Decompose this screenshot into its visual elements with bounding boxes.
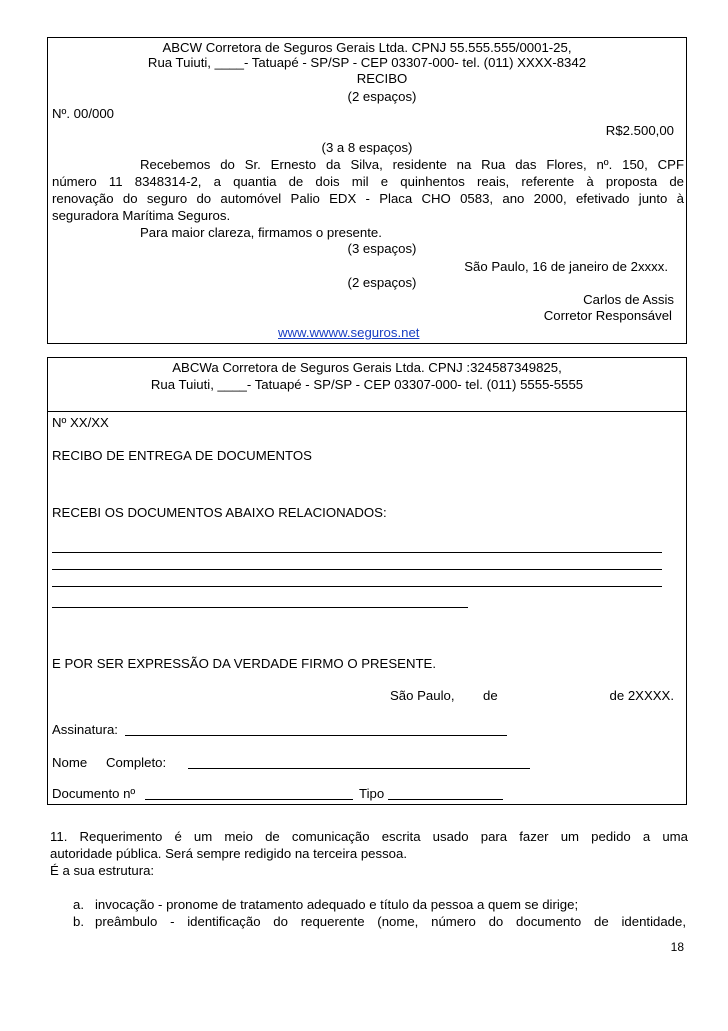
section11-structure-line: É a sua estrutura: <box>50 863 155 878</box>
fullname-label-2: Completo: <box>106 755 167 770</box>
receipt1-signer-role: Corretor Responsável <box>543 308 672 323</box>
type-line <box>388 799 503 800</box>
receipt1-place-date: São Paulo, 16 de janeiro de 2xxxx. <box>464 259 668 274</box>
receipt1-body-line2: número 11 8348314-2, a quantia de dois mil e quinhentos reais, referente à proposta de <box>52 174 684 189</box>
list-item-b: preâmbulo - identificação do requerente (nome, número do documento de identidade, <box>95 914 686 929</box>
receipt2-place: São Paulo, <box>390 688 455 703</box>
receipt1-header-line2: Rua Tuiuti, ____- Tatuapé - SP/SP - CEP 03307-000- tel. (011) XXXX-8342 <box>147 55 587 70</box>
receipt1-body-line1: Recebemos do Sr. Ernesto da Silva, residente na Rua das Flores, nº. 150, CPF <box>140 157 684 172</box>
receipt1-signer-name: Carlos de Assis <box>583 292 674 307</box>
fullname-line <box>188 768 530 769</box>
receipt1-note-2-spaces: (2 espaços) <box>347 89 417 104</box>
receipt1-amount: R$2.500,00 <box>605 123 674 138</box>
section11-para-line2: autoridade pública. Será sempre redigido na terceira pessoa. <box>50 846 408 861</box>
list-item-a: invocação - pronome de tratamento adequado e título da pessoa a quem se dirige; <box>95 897 579 912</box>
document-list-line-2 <box>52 569 662 570</box>
document-label: Documento nº <box>52 786 136 801</box>
receipt1-title: RECIBO <box>356 71 408 86</box>
receipt1-clarity-line: Para maior clareza, firmamos o presente. <box>140 225 382 240</box>
receipt2-header-divider <box>48 411 686 412</box>
page-number: 18 <box>670 940 684 954</box>
receipt1-note-2-spaces-b: (2 espaços) <box>347 275 417 290</box>
receipt2-header-line2: Rua Tuiuti, ____- Tatuapé - SP/SP - CEP 03307-000- tel. (011) 5555-5555 <box>150 377 584 392</box>
receipt2-date-year: de 2XXXX. <box>609 688 674 703</box>
receipt2-header-line1: ABCWa Corretora de Seguros Gerais Ltda. CPNJ :324587349825, <box>172 360 562 375</box>
receipt2-date-de: de <box>483 688 498 703</box>
receipt1-note-3-8-spaces: (3 a 8 espaços) <box>321 140 413 155</box>
receipt2-declaration: E POR SER EXPRESSÃO DA VERDADE FIRMO O PRESENTE. <box>52 656 436 671</box>
document-list-line-4 <box>52 607 468 608</box>
fullname-label-1: Nome <box>52 755 88 770</box>
receipt1-body-line4: seguradora Marítima Seguros. <box>52 208 231 223</box>
section11-para-line1: 11. Requerimento é um meio de comunicação escrita usado para fazer um pedido a uma <box>50 829 688 844</box>
receipt1-body-line3: renovação do seguro do automóvel Palio EDX - Placa CHO 0583, ano 2000, efetivado junto à <box>52 191 684 206</box>
receipt1-number: Nº. 00/000 <box>52 106 115 121</box>
list-item-marker-b: b. <box>73 914 84 929</box>
document-list-line-1 <box>52 552 662 553</box>
receipt2-title: RECIBO DE ENTREGA DE DOCUMENTOS <box>52 448 312 463</box>
list-item-marker-a: a. <box>73 897 84 912</box>
document-list-line-3 <box>52 586 662 587</box>
receipt-1 <box>47 37 687 344</box>
type-label: Tipo <box>359 786 385 801</box>
signature-label: Assinatura: <box>52 722 118 737</box>
receipt2-number: Nº XX/XX <box>52 415 109 430</box>
receipt1-note-3-spaces: (3 espaços) <box>347 241 417 256</box>
receipt2-received-label: RECEBI OS DOCUMENTOS ABAIXO RELACIONADOS: <box>52 505 387 520</box>
signature-line <box>125 735 507 736</box>
receipt1-header-line1: ABCW Corretora de Seguros Gerais Ltda. CPNJ 55.555.555/0001-25, <box>162 40 572 55</box>
document-number-line <box>145 799 353 800</box>
receipt1-website-link[interactable]: www.wwww.seguros.net <box>278 325 420 340</box>
receipt-2 <box>47 357 687 805</box>
